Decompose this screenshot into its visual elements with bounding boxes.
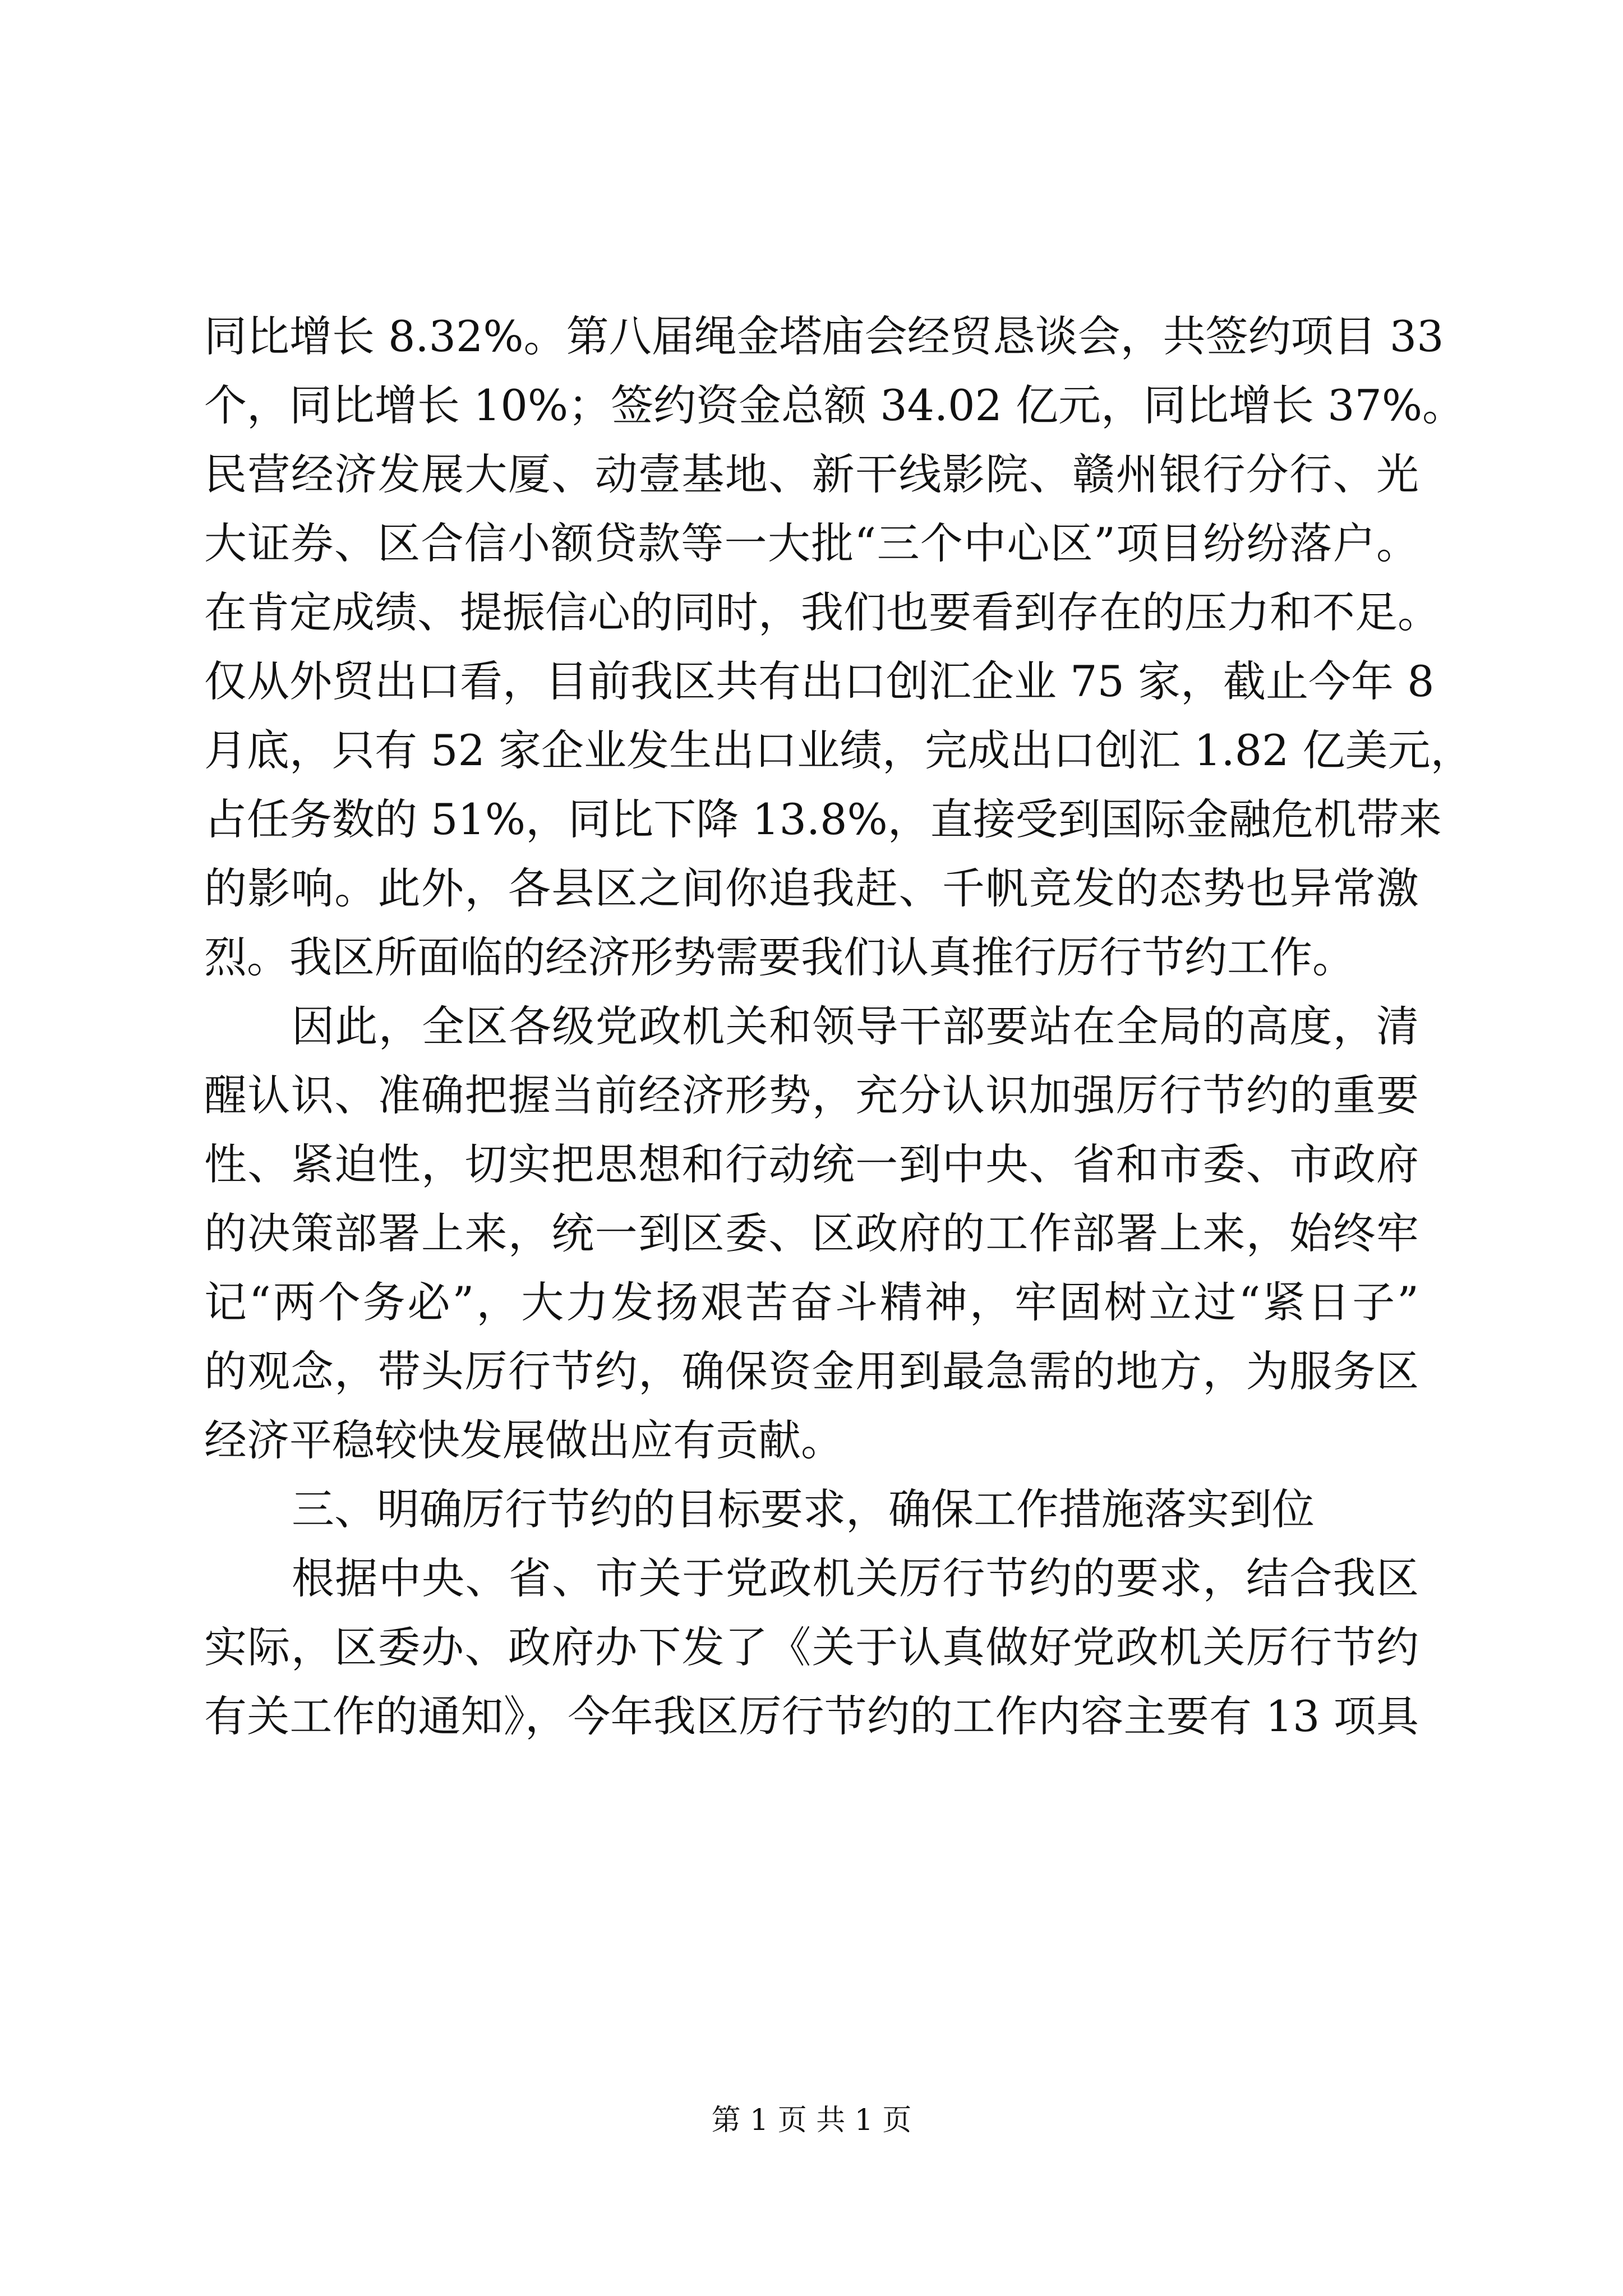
text-line: 记“两个务必”，大力发扬艰苦奋斗精神，牢固树立过“紧日子” [204,1277,1419,1327]
text-line: 的影响。此外，各县区之间你追我赶、千帆竞发的态势也异常激 [204,863,1419,913]
text-line: 个，同比增长 10%；签约资金总额 34.02 亿元，同比增长 37%。 [204,380,1465,430]
text-line: 有关工作的通知》，今年我区厉行节约的工作内容主要有 13 项具 [204,1691,1419,1741]
text-line: 的观念，带头厉行节约，确保资金用到最急需的地方，为服务区 [204,1346,1419,1396]
paragraph-first-line: 根据中央、省、市关于党政机关厉行节约的要求，结合我区 [292,1553,1419,1603]
text-line: 的决策部署上来，统一到区委、区政府的工作部署上来，始终牢 [204,1208,1419,1258]
text-line: 同比增长 8.32%。第八届绳金塔庙会经贸恳谈会，共签约项目 33 [204,311,1444,361]
text-line: 烈。我区所面临的经济形势需要我们认真推行厉行节约工作。 [204,932,1355,982]
text-line: 月底，只有 52 家企业发生出口业绩，完成出口创汇 1.82 亿美元， [204,725,1473,775]
section-heading: 三、明确厉行节约的目标要求，确保工作措施落实到位 [292,1484,1315,1534]
text-line: 实际，区委办、政府办下发了《关于认真做好党政机关厉行节约 [204,1622,1419,1672]
text-line: 在肯定成绩、提振信心的同时，我们也要看到存在的压力和不足。 [204,587,1440,637]
text-line: 占任务数的 51%，同比下降 13.8%，直接受到国际金融危机带来 [204,794,1442,844]
paragraph-first-line: 因此，全区各级党政机关和领导干部要站在全局的高度，清 [292,1001,1419,1051]
text-line: 经济平稳较快发展做出应有贡献。 [204,1415,843,1465]
text-line: 醒认识、准确把握当前经济形势，充分认识加强厉行节约的重要 [204,1070,1419,1120]
text-line: 民营经济发展大厦、动壹基地、新干线影院、赣州银行分行、光 [204,449,1419,499]
text-line: 大证券、区合信小额贷款等一大批“三个中心区”项目纷纷落户。 [204,518,1419,568]
text-line: 性、紧迫性，切实把思想和行动统一到中央、省和市委、市政府 [204,1139,1419,1189]
text-line: 仅从外贸出口看，目前我区共有出口创汇企业 75 家，截止今年 8 [204,656,1435,706]
page-number-footer: 第 1 页 共 1 页 [711,2104,912,2137]
